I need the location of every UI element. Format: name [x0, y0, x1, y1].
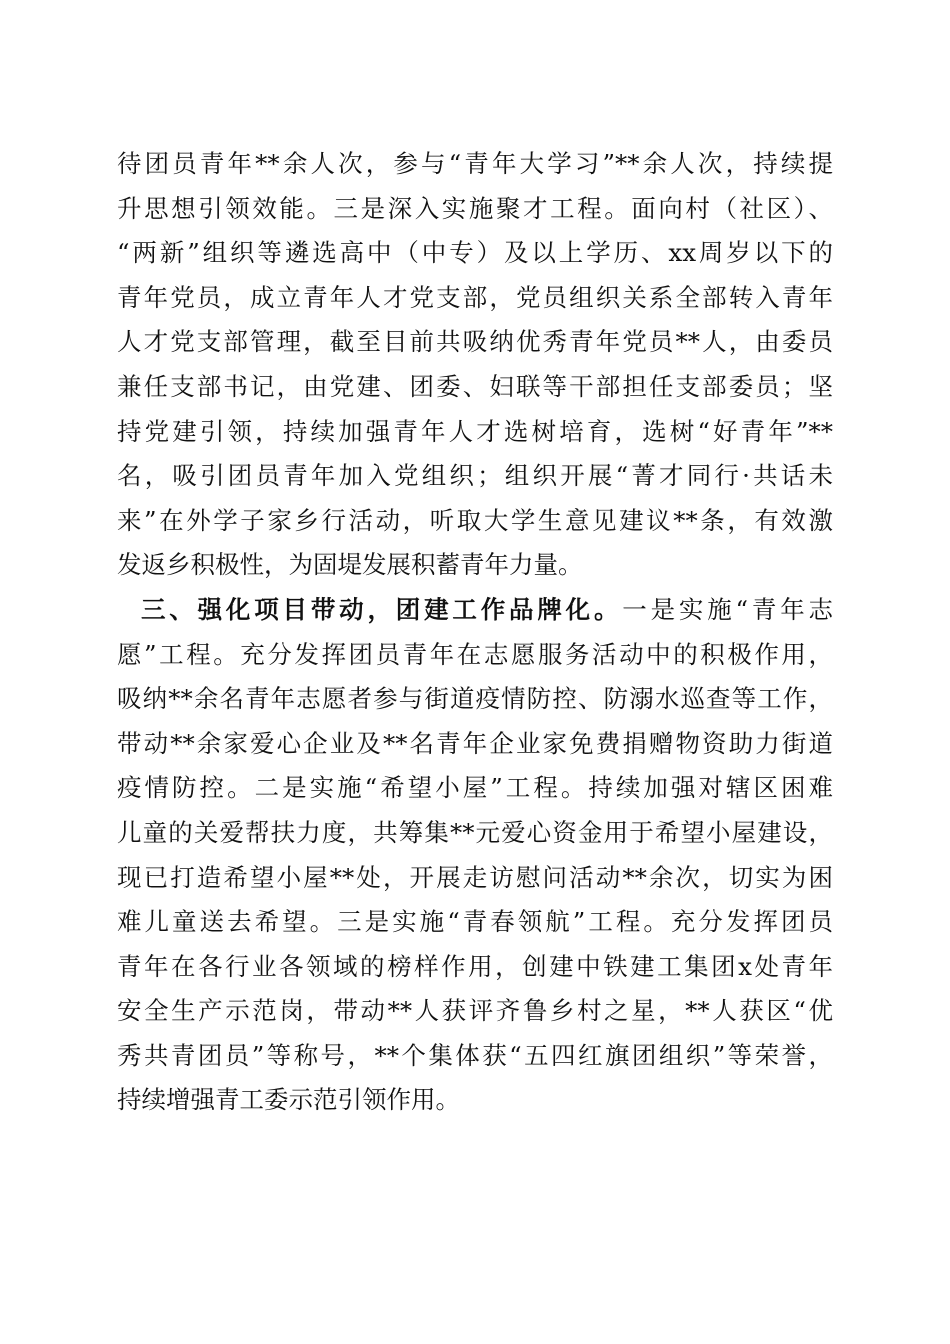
- paragraph-2: [117, 588, 833, 1123]
- paragraph-1-line: 待团员青年**余人次，参与“青年大学习”**余人次，持续提: [117, 149, 833, 178]
- paragraph-2-line: 疫情防控。二是实施“希望小屋”工程。持续加强对辖区困难: [117, 773, 833, 803]
- paragraph-1-line: 名，吸引团员青年加入党组织；组织开展“菁才同行·共话未: [117, 461, 833, 491]
- paragraph-2-line: 现已打造希望小屋**处，开展走访慰问活动**余次，切实为困: [117, 862, 833, 892]
- paragraph-1-line: 兼任支部书记，由党建、团委、妇联等干部担任支部委员；坚: [117, 371, 833, 401]
- paragraph-2-first-line-rest: 一是实施“青年志: [622, 594, 833, 624]
- paragraph-2-line: 难儿童送去希望。三是实施“青春领航”工程。充分发挥团员: [117, 907, 833, 937]
- paragraph-1: [117, 142, 833, 588]
- section-heading: 三、强化项目带动，团建工作品牌化。: [141, 594, 623, 624]
- paragraph-1-line: 人才党支部管理，截至目前共吸纳优秀青年党员**人，由委员: [117, 327, 833, 357]
- paragraph-2-line: 吸纳**余名青年志愿者参与街道疫情防控、防溺水巡查等工作，: [117, 684, 833, 714]
- paragraph-2-line: 安全生产示范岗，带动**人获评齐鲁乡村之星，**人获区“优: [117, 996, 833, 1026]
- paragraph-2-line: 秀共青团员”等称号，**个集体获“五四红旗团组织”等荣誉，: [117, 1040, 833, 1070]
- paragraph-2-line: 儿童的关爱帮扶力度，共筹集**元爱心资金用于希望小屋建设，: [117, 817, 833, 847]
- paragraph-1-line: 发返乡积极性，为固堤发展积蓄青年力量。: [117, 550, 583, 580]
- paragraph-2-line: 青年在各行业各领域的榜样作用，创建中铁建工集团x处青年: [117, 951, 833, 981]
- paragraph-1-line: 青年党员，成立青年人才党支部，党员组织关系全部转入青年: [117, 282, 833, 312]
- paragraph-2-line: 带动**余家爱心企业及**名青年企业家免费捐赠物资助力街道: [117, 728, 833, 758]
- document-body: [117, 142, 833, 1123]
- paragraph-2-line: 愿”工程。充分发挥团员青年在志愿服务活动中的积极作用，: [117, 639, 833, 669]
- paragraph-1-line: 持党建引领，持续加强青年人才选树培育，选树“好青年”**: [117, 416, 833, 446]
- paragraph-2-first-line: [117, 588, 833, 633]
- paragraph-2-line: 持续增强青工委示范引领作用。: [117, 1085, 460, 1115]
- paragraph-1-line: 来”在外学子家乡行活动，听取大学生意见建议**条，有效激: [117, 505, 833, 535]
- paragraph-1-line: 升思想引领效能。三是深入实施聚才工程。面向村（社区）、: [117, 193, 833, 223]
- paragraph-1-line: “两新”组织等遴选高中（中专）及以上学历、xx周岁以下的: [117, 238, 833, 268]
